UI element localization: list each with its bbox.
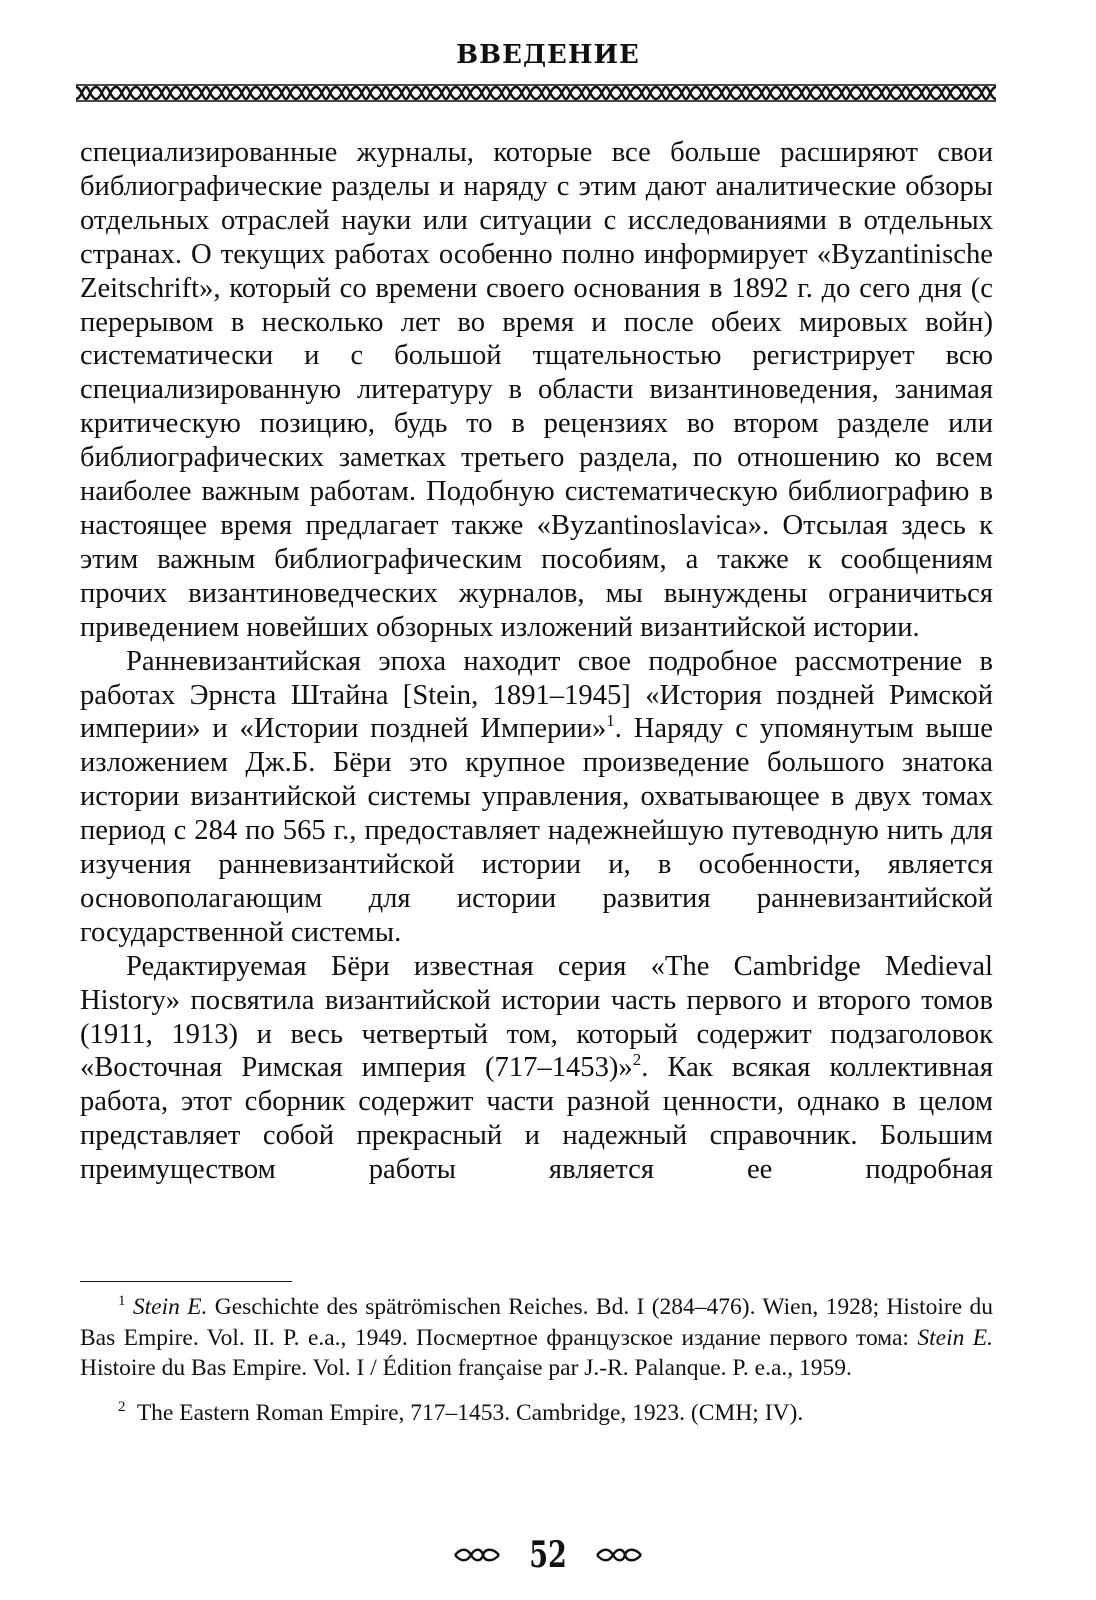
paragraph-2-text-cont: . Наряду с упомянутым выше изложением Дж.Б. Бёри это крупное произведение большого знатока истории византийской системы управления, охватывающее в двух томах период с 284 по 565 г., предоставляет надежнейшую путеводную нить для изучения ранневизантийской истории и, в особенности, является основополагающим для истории развития ранневизантийской государственной системы. — [80, 713, 993, 948]
page-footer — [0, 1533, 1096, 1577]
page-number: 52 — [529, 1534, 567, 1576]
footnote-2 — [80, 1398, 993, 1429]
footnote-1-mark: 1 — [118, 1293, 126, 1309]
footnote-1 — [80, 1292, 993, 1384]
footnote-2-text: The Eastern Roman Empire, 717–1453. Cambridge, 1923. (CMH; IV). — [131, 1399, 804, 1426]
paragraph-3-text-cont: . Как всякая коллективная работа, этот сборник содержит части разной ценности, однако в целом представляет собой прекрасный и надежный справочник. Большим преимуществом работы является ее подробная — [80, 1052, 993, 1186]
footnote-ref-1[interactable]: 1 — [606, 711, 615, 731]
paragraph-2 — [80, 645, 993, 950]
footnote-divider — [80, 1281, 292, 1282]
running-head: ВВЕДЕНИЕ — [456, 40, 640, 70]
main-text — [80, 136, 993, 1187]
footnote-1-author: Stein E. — [132, 1294, 208, 1320]
footnote-1-text: Geschichte des spätrömischen Reiches. Bd. I (284–476). Wien, 1928; Histoire du Bas Empire. Vol. II. P. e.a., 1949. Посмертное французское издание первого тома: — [80, 1294, 994, 1351]
footnote-ref-2[interactable]: 2 — [632, 1050, 642, 1070]
footnote-1-author-2: Stein E. — [917, 1324, 994, 1351]
paragraph-2-text: Ранневизантийская эпоха находит свое подробное рассмотрение в работах Эрнста Штайна [Stein, 1891–1945] «История поздней Римской империи» и «Истории поздней Империи» — [80, 645, 993, 745]
footnote-2-mark: 2 — [118, 1398, 126, 1415]
paragraph-1-text: специализированные журналы, которые все больше расширяют свои библиографические разделы и наряду с этим дают аналитические обзоры отдельных отраслей науки или ситуации с исследованиями в отдельных странах. О текущих работах особенно полно информирует «Byzantinische Zeitschrift», который со времени своего основания в 1892 г. до сего дня (с перерывом в несколько лет во время и после обеих мировых войн) систематически и с большой тщательностью регистрирует всю специализированную литературу в области византиноведения, занимая критическую позицию, будь то в рецензиях во втором разделе или библиографических заметках третьего раздела, по отношению ко всем наиболее важным работам. Подобную систематическую библиографию в настоящее время предлагает также «Byzantinoslavica». Отсылая здесь к этим важным библиографическим пособиям, а также к сообщениям прочих византиноведческих журналов, мы вынуждены ограничиться приведением новейших обзорных изложений византийской истории. — [80, 137, 993, 643]
footnotes — [80, 1292, 993, 1428]
paragraph-1 — [80, 136, 993, 645]
paragraph-3-text: Редактируемая Бёри известная серия «The Cambridge Medieval History» посвятила византийской истории часть первого и второго томов (1911, 1913) и весь четвертый том, который содержит подзаголовок «Восточная Римская империя (717–1453)» — [80, 950, 993, 1084]
footnote-1-text-2: Histoire du Bas Empire. Vol. I / Édition française par J.-R. Palanque. P. e.a., 1959. — [80, 1355, 852, 1381]
paragraph-3 — [80, 950, 993, 1187]
knot-ornament-icon — [595, 1548, 643, 1562]
interlace-ornament-icon — [76, 84, 996, 102]
knot-ornament-icon — [453, 1548, 501, 1562]
